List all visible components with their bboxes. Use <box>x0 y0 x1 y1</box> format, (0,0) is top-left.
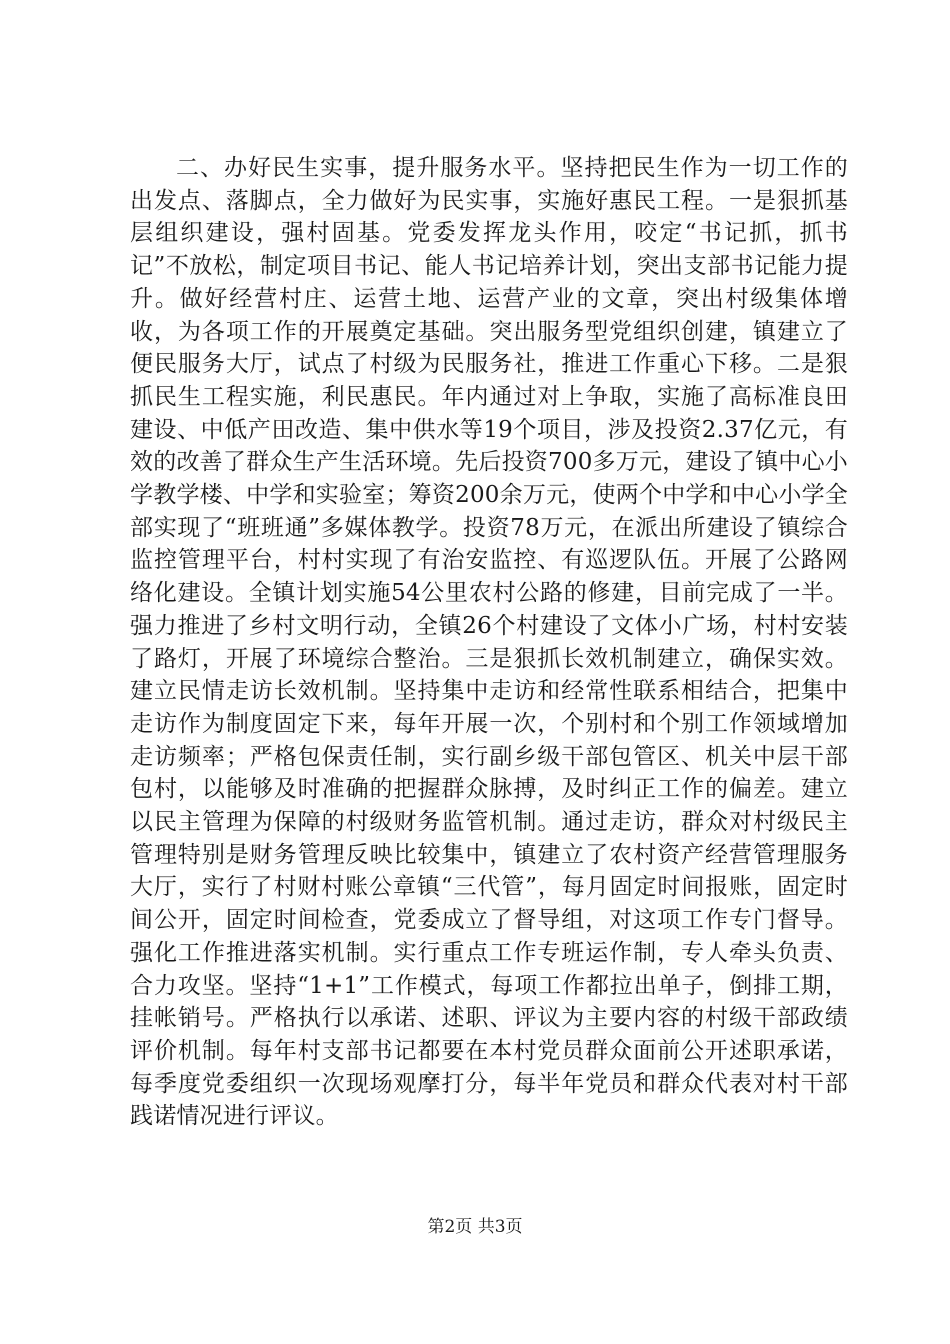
page-footer: 第2页 共3页 <box>427 1217 523 1237</box>
body-paragraph: 二、办好民生实事，提升服务水平。坚持把民生作为一切工作的出发点、落脚点，全力做好为民实事，实施好惠民工程。一是狠抓基层组织建设，强村固基。党委发挥龙头作用，咬定“书记抓，抓书记”不放松，制定项目书记、能人书记培养计划，突出支部书记能力提升。做好经营村庄、运营土地、运营产业的文章，突出村级集体增收，为各项工作的开展奠定基础。突出服务型党组织创建，镇建立了便民服务大厅，试点了村级为民服务社，推进工作重心下移。二是狠抓民生工程实施，利民惠民。年内通过对上争取，实施了高标准良田建设、中低产田改造、集中供水等19个项目，涉及投资2.37亿元，有效的改善了群众生产生活环境。先后投资700多万元，建设了镇中心小学教学楼、中学和实验室；筹资200余万元，使两个中学和中心小学全部实现了“班班通”多媒体教学。投资78万元，在派出所建设了镇综合监控管理平台，村村实现了有治安监控、有巡逻队伍。开展了公路网络化建设。全镇计划实施54公里农村公路的修建，目前完成了一半。强力推进了乡村文明行动，全镇26个村建设了文体小广场，村村安装了路灯，开展了环境综合整治。三是狠抓长效机制建立，确保实效。建立民情走访长效机制。坚持集中走访和经常性联系相结合，把集中走访作为制度固定下来，每年开展一次，个别村和个别工作领域增加走访频率；严格包保责任制，实行副乡级干部包管区、机关中层干部包村，以能够及时准确的把握群众脉搏，及时纠正工作的偏差。建立以民主管理为保障的村级财务监管机制。通过走访，群众对村级民主管理特别是财务管理反映比较集中，镇建立了农村资产经营管理服务大厅，实行了村财村账公章镇“三代管”，每月固定时间报账，固定时间公开，固定时间检查，党委成立了督导组，对这项工作专门督导。强化工作推进落实机制。实行重点工作专班运作制，专人牵头负责、合力攻坚。坚持“1+1”工作模式，每项工作都拉出单子，倒排工期，挂帐销号。严格执行以承诺、述职、评议为主要内容的村级干部政绩评价机制。每年村支部书记都要在本村党员群众面前公开述职承诺，每季度党委组织一次现场观摩打分，每半年党员和群众代表对村干部践诺情况进行评议。 <box>130 155 848 1130</box>
